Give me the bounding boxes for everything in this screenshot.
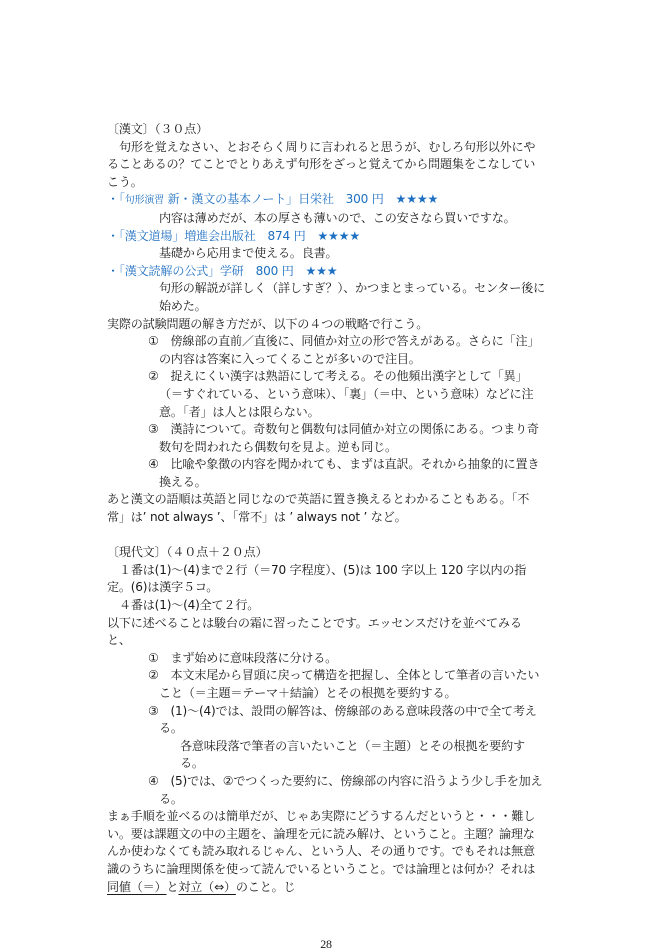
book-title-text: 漢文読解の公式」学研 800 円 ★★★ [124, 263, 338, 278]
book-comment: 句形の解説が詳しく（詳しすぎ？）、かつまとまっている。センター後に始めた。 [159, 281, 545, 313]
document-body [107, 121, 545, 952]
paragraph: ４番は(1)〜(4)全て２行。 [119, 598, 260, 613]
step-item: ③ (1)〜(4)では、設問の解答は、傍線部のある意味段落の中で全て考える。 [148, 703, 537, 736]
step-item: ② 本文末尾から冒頭に戻って構造を把握し、全体として筆者の言いたいこと（＝主題＝テーマ＋結論）とその根拠を要約する。 [148, 668, 540, 700]
underlined-term: 同値（＝） [107, 879, 167, 894]
book-title-text: 新・漢文の基本ノート」日栄社 300 円 ★★★★ [163, 192, 439, 207]
bullet: ・「 [107, 228, 125, 243]
book-comment: 基礎から応用まで使える。良書。 [159, 246, 338, 261]
section-heading-gendaibun: 〔現代文〕（４０点＋２０点） [107, 545, 268, 560]
strategy-item: ② 捉えにくい漢字は熟語にして考える。その他頻出漢字として「異」（＝すぐれている、という意味）、「裏」（＝中、という意味）などに注意。「者」は人とは限らない。 [148, 369, 534, 419]
page-number: 28 [320, 937, 332, 952]
paragraph: あと漢文の語順は英語と同じなので英語に置き換えるとわかることもある。「不常」は’ not always ’、「常不」は ’ always not ’ など。 [107, 492, 530, 525]
paragraph [107, 808, 545, 896]
text: まぁ手順を並べるのは簡単だが、じゃあ実際にどうするんだというと・・・難しい。要は課題文の中の主題を、論理を元に読み解け、ということ。主題？論理なんか使わなくても読み取れるじゃん、という人、その通りです。でもそれは無意識のうちに論理関係を使って読んでいるということ。では論理とは何か？それは [107, 809, 536, 876]
book-title [107, 263, 545, 281]
paragraph: 以下に述べることは駿台の霜に習ったことです。エッセンスだけを並べてみると、 [107, 615, 522, 648]
paragraph: １番は(1)〜(4)まで２行（＝70 字程度）、(5)は 100 字以上 120 字以内の指定。(6)は漢字５コ。 [107, 562, 527, 595]
book-title [107, 191, 545, 210]
step-item-continued: 各意味段落で筆者の言いたいこと（＝主題）とその根拠を要約する。 [180, 738, 525, 771]
paragraph: 句形を覚えなさい、とおそらく周りに言われると思うが、むしろ句形以外にやることあるの？てことでとりあえず句形をざっと覚えてから問題集をこなしていこう。 [107, 139, 536, 189]
step-item: ① まず始めに意味段落に分ける。 [148, 650, 338, 665]
book-title-text: 漢文道場」増進会出版社 874 円 ★★★★ [124, 228, 360, 243]
strategy-item: ① 傍線部の直前／直後に、同値か対立の形で答えがある。さらに「注」の内容は答案に入ってくることが多いので注目。 [148, 334, 540, 366]
bullet: ・「 [107, 263, 125, 278]
text: と [166, 879, 179, 894]
underlined-term: 対立（⇔） [178, 879, 236, 894]
step-item: ④ (5)では、②でつくった要約に、傍線部の内容に沿うよう少し手を加える。 [148, 773, 543, 806]
paragraph: 実際の試験問題の解き方だが、以下の４つの戦略で行こう。 [107, 316, 429, 331]
strategy-item: ④ 比喩や象徴の内容を聞かれても、まずは直訳。それから抽象的に置き換える。 [148, 457, 540, 489]
book-comment: 内容は薄めだが、本の厚さも薄いので、この安さなら買いですな。 [159, 210, 516, 225]
section-heading-kanbun: 〔漢文〕（３０点） [107, 122, 208, 136]
book-title [107, 228, 545, 246]
strategy-item: ③ 漢詩について。奇数句と偶数句は同値か対立の関係にある。つまり奇数句を問われたら偶数句を見よ。逆も同じ。 [148, 422, 539, 454]
bullet: ・「 [107, 192, 125, 207]
text: のこと。じ [235, 879, 296, 894]
book-subtitle: 句形演習 [124, 195, 164, 207]
